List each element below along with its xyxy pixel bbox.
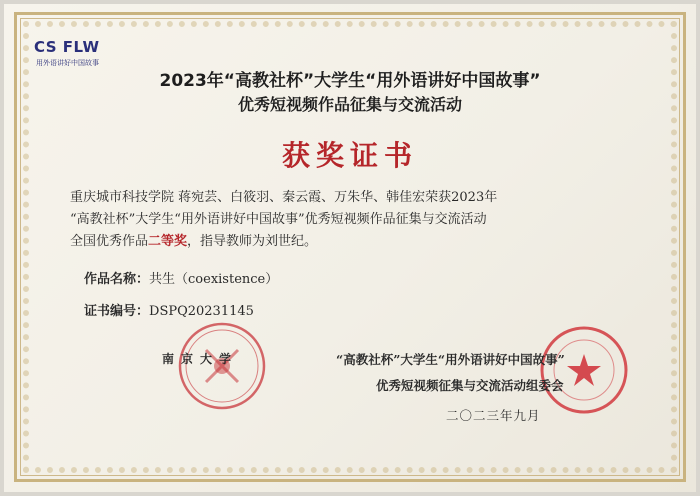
body-line-3: [70, 231, 650, 253]
signature-committee-line1: “高教社杯”大学生“用外语讲好中国故事”: [336, 352, 565, 367]
logo-subtitle: 用外语讲好中国故事: [36, 59, 99, 67]
event-title-line2: 优秀短视频作品征集与交流活动: [237, 95, 462, 114]
certificate-number-field: [84, 300, 254, 319]
certificate: [4, 4, 696, 492]
signature-nanjing-university: 南京大学: [162, 352, 239, 366]
body-line-2: “高教社杯”大学生“用外语讲好中国故事”优秀短视频作品征集与交流活动: [70, 212, 487, 227]
award-level: 二等奖: [148, 234, 188, 249]
work-name-field: [84, 268, 278, 287]
body-line-3-suffix: ，指导教师为刘世纪。: [187, 234, 318, 249]
body-line-1: 重庆城市科技学院 蒋宛芸、白筱羽、秦云霞、万朱华、韩佳宏荣获2023年: [70, 190, 498, 205]
signature-committee-line2: 优秀短视频征集与交流活动组委会: [376, 378, 564, 393]
body-line-3-prefix: 全国优秀作品: [70, 234, 149, 249]
certificate-number-label: 证书编号：: [84, 304, 150, 319]
award-certificate-title: 获奖证书: [281, 139, 418, 172]
organizing-committee-seal: [538, 324, 630, 416]
certificate-number-value: DSPQ20231145: [149, 304, 254, 319]
issue-date: 二〇二三年九月: [446, 408, 541, 423]
work-name-value: 共生（coexistence）: [149, 272, 279, 287]
event-title-line1: 2023年“高教社杯”大学生“用外语讲好中国故事”: [159, 71, 541, 91]
logo-mark: CS FLW: [34, 38, 100, 56]
work-name-label: 作品名称：: [84, 272, 150, 287]
